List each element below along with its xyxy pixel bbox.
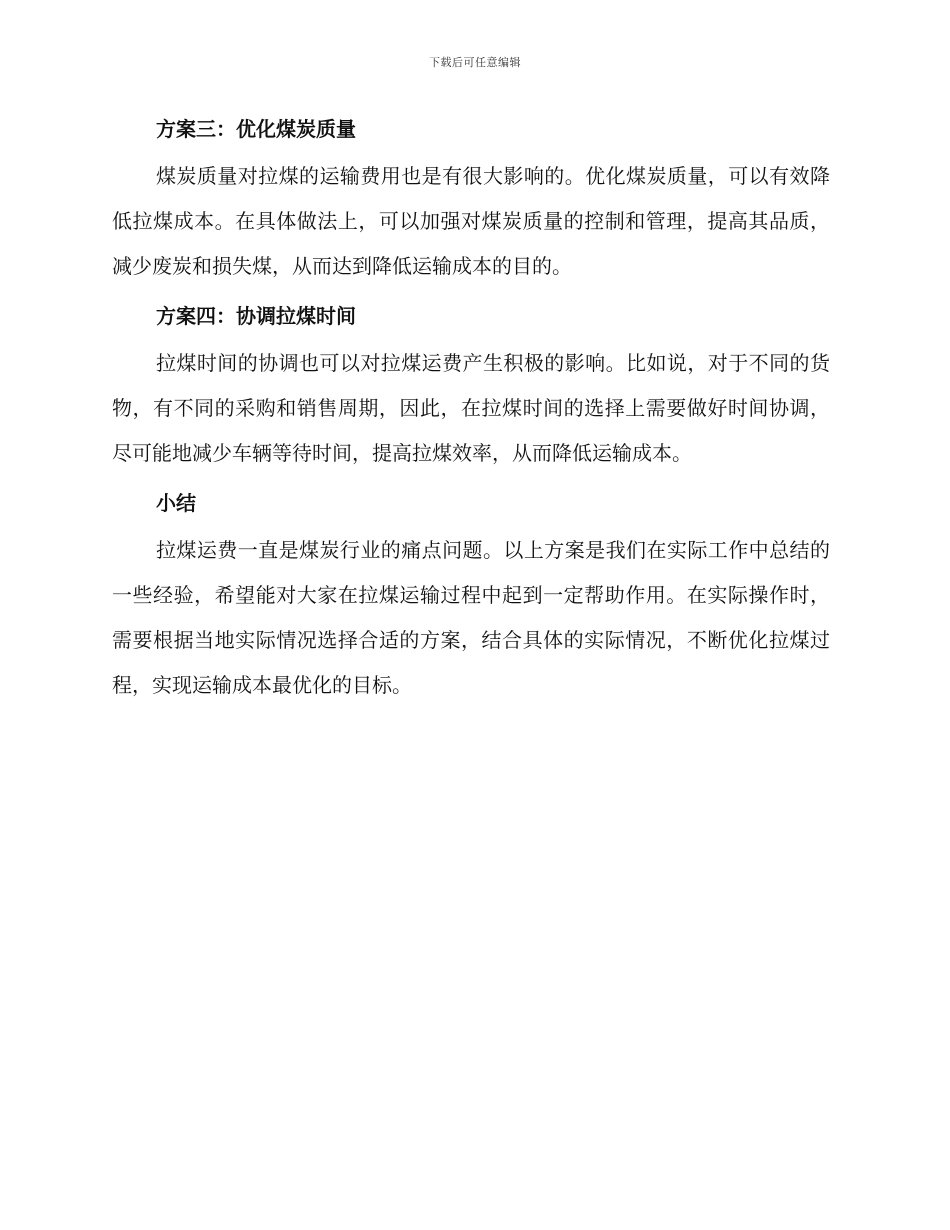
section-summary [112, 482, 830, 708]
section-paragraph: 煤炭质量对拉煤的运输费用也是有很大影响的。优化煤炭质量，可以有效降低拉煤成本。在具体做法上，可以加强对煤炭质量的控制和管理，提高其品质，减少废炭和损失煤，从而达到降低运输成本的目的。 [112, 164, 830, 278]
section-plan-four [112, 295, 830, 476]
page-header: 下载后可任意编辑 [429, 56, 521, 69]
section-paragraph: 拉煤时间的协调也可以对拉煤运费产生积极的影响。比如说，对于不同的货物，有不同的采购和销售周期，因此，在拉煤时间的选择上需要做好时间协调，尽可能地减少车辆等待时间，提高拉煤效率，从而降低运输成本。 [112, 351, 830, 465]
document-body [112, 108, 830, 714]
section-plan-three [112, 108, 830, 289]
section-heading: 小结 [156, 491, 196, 515]
section-heading: 方案三：优化煤炭质量 [156, 117, 356, 141]
section-paragraph: 拉煤运费一直是煤炭行业的痛点问题。以上方案是我们在实际工作中总结的一些经验，希望能对大家在拉煤运输过程中起到一定帮助作用。在实际操作时，需要根据当地实际情况选择合适的方案，结合具体的实际情况，不断优化拉煤过程，实现运输成本最优化的目标。 [112, 538, 830, 697]
section-heading: 方案四：协调拉煤时间 [156, 304, 356, 328]
